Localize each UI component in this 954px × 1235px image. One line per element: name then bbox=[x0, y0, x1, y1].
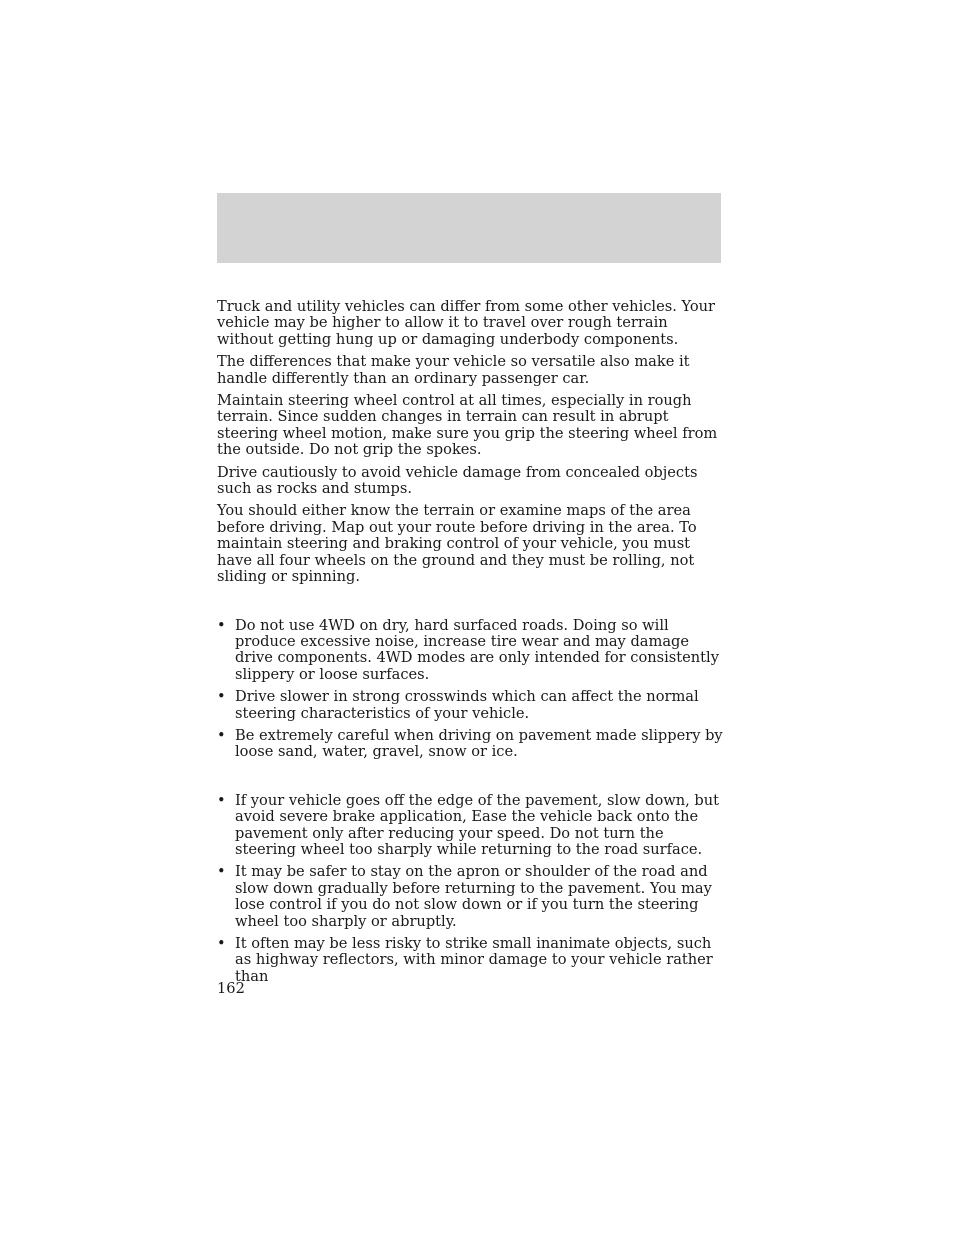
bullet-list-driving-conditions bbox=[217, 618, 727, 761]
bullet-item bbox=[217, 793, 727, 859]
bullet-text: Be extremely careful when driving on pavement made slippery by loose sand, water, gravel, snow or ice. bbox=[235, 726, 723, 761]
bullet-text: It may be safer to stay on the apron or shoulder of the road and slow down gradually before returning to the pavement. You may lose control if you do not slow down or if you turn the steering wheel too sharply or abruptly. bbox=[235, 863, 712, 930]
section-header-band bbox=[217, 193, 721, 263]
bullet-item bbox=[217, 689, 727, 722]
bullet-item bbox=[217, 618, 727, 684]
page-content bbox=[217, 299, 727, 991]
bullet-dot-icon: • bbox=[217, 616, 226, 634]
bullet-dot-icon: • bbox=[217, 791, 226, 809]
bullet-list-pavement-edge bbox=[217, 793, 727, 985]
bullet-item bbox=[217, 864, 727, 930]
bullet-text: If your vehicle goes off the edge of the pavement, slow down, but avoid severe brake application, Ease the vehicle back onto the pavement only after reducing your speed. Do not turn the steering wheel too sharply while returning to the road surface. bbox=[235, 791, 720, 858]
bullet-dot-icon: • bbox=[217, 688, 226, 706]
intro-paragraph: You should either know the terrain or examine maps of the area before driving. Map out your route before driving in the area. To maintain steering and braking control of your vehicle, you must have all four wheels on the ground and they must be rolling, not sliding or spinning. bbox=[217, 502, 697, 586]
intro-paragraph: Maintain steering wheel control at all times, especially in rough terrain. Since sudden changes in terrain can result in abrupt steering wheel motion, make sure you grip the steering wheel from the outside. Do not grip the spokes. bbox=[217, 392, 718, 459]
bullet-dot-icon: • bbox=[217, 863, 226, 881]
bullet-item bbox=[217, 936, 727, 985]
bullet-dot-icon: • bbox=[217, 935, 226, 952]
intro-paragraph: The differences that make your vehicle so versatile also make it handle differently than an ordinary passenger car. bbox=[217, 353, 690, 387]
intro-paragraph: Truck and utility vehicles can differ from some other vehicles. Your vehicle may be higher to allow it to travel over rough terrain without getting hung up or damaging underbody components. bbox=[217, 298, 716, 348]
bullet-text: Drive slower in strong crosswinds which can affect the normal steering characteristics of your vehicle. bbox=[235, 688, 699, 722]
bullet-item bbox=[217, 728, 727, 761]
bullet-text: Do not use 4WD on dry, hard surfaced roads. Doing so will produce excessive noise, increase tire wear and may damage drive components. 4WD modes are only intended for consistently slippery or loose surfaces. bbox=[235, 616, 719, 683]
intro-paragraph: Drive cautiously to avoid vehicle damage from concealed objects such as rocks and stumps. bbox=[217, 463, 698, 498]
bullet-dot-icon: • bbox=[217, 726, 226, 744]
page-number: 162 bbox=[217, 980, 245, 997]
bullet-text: It often may be less risky to strike small inanimate objects, such as highway reflectors, with minor damage to your vehicle rather than bbox=[235, 935, 713, 985]
